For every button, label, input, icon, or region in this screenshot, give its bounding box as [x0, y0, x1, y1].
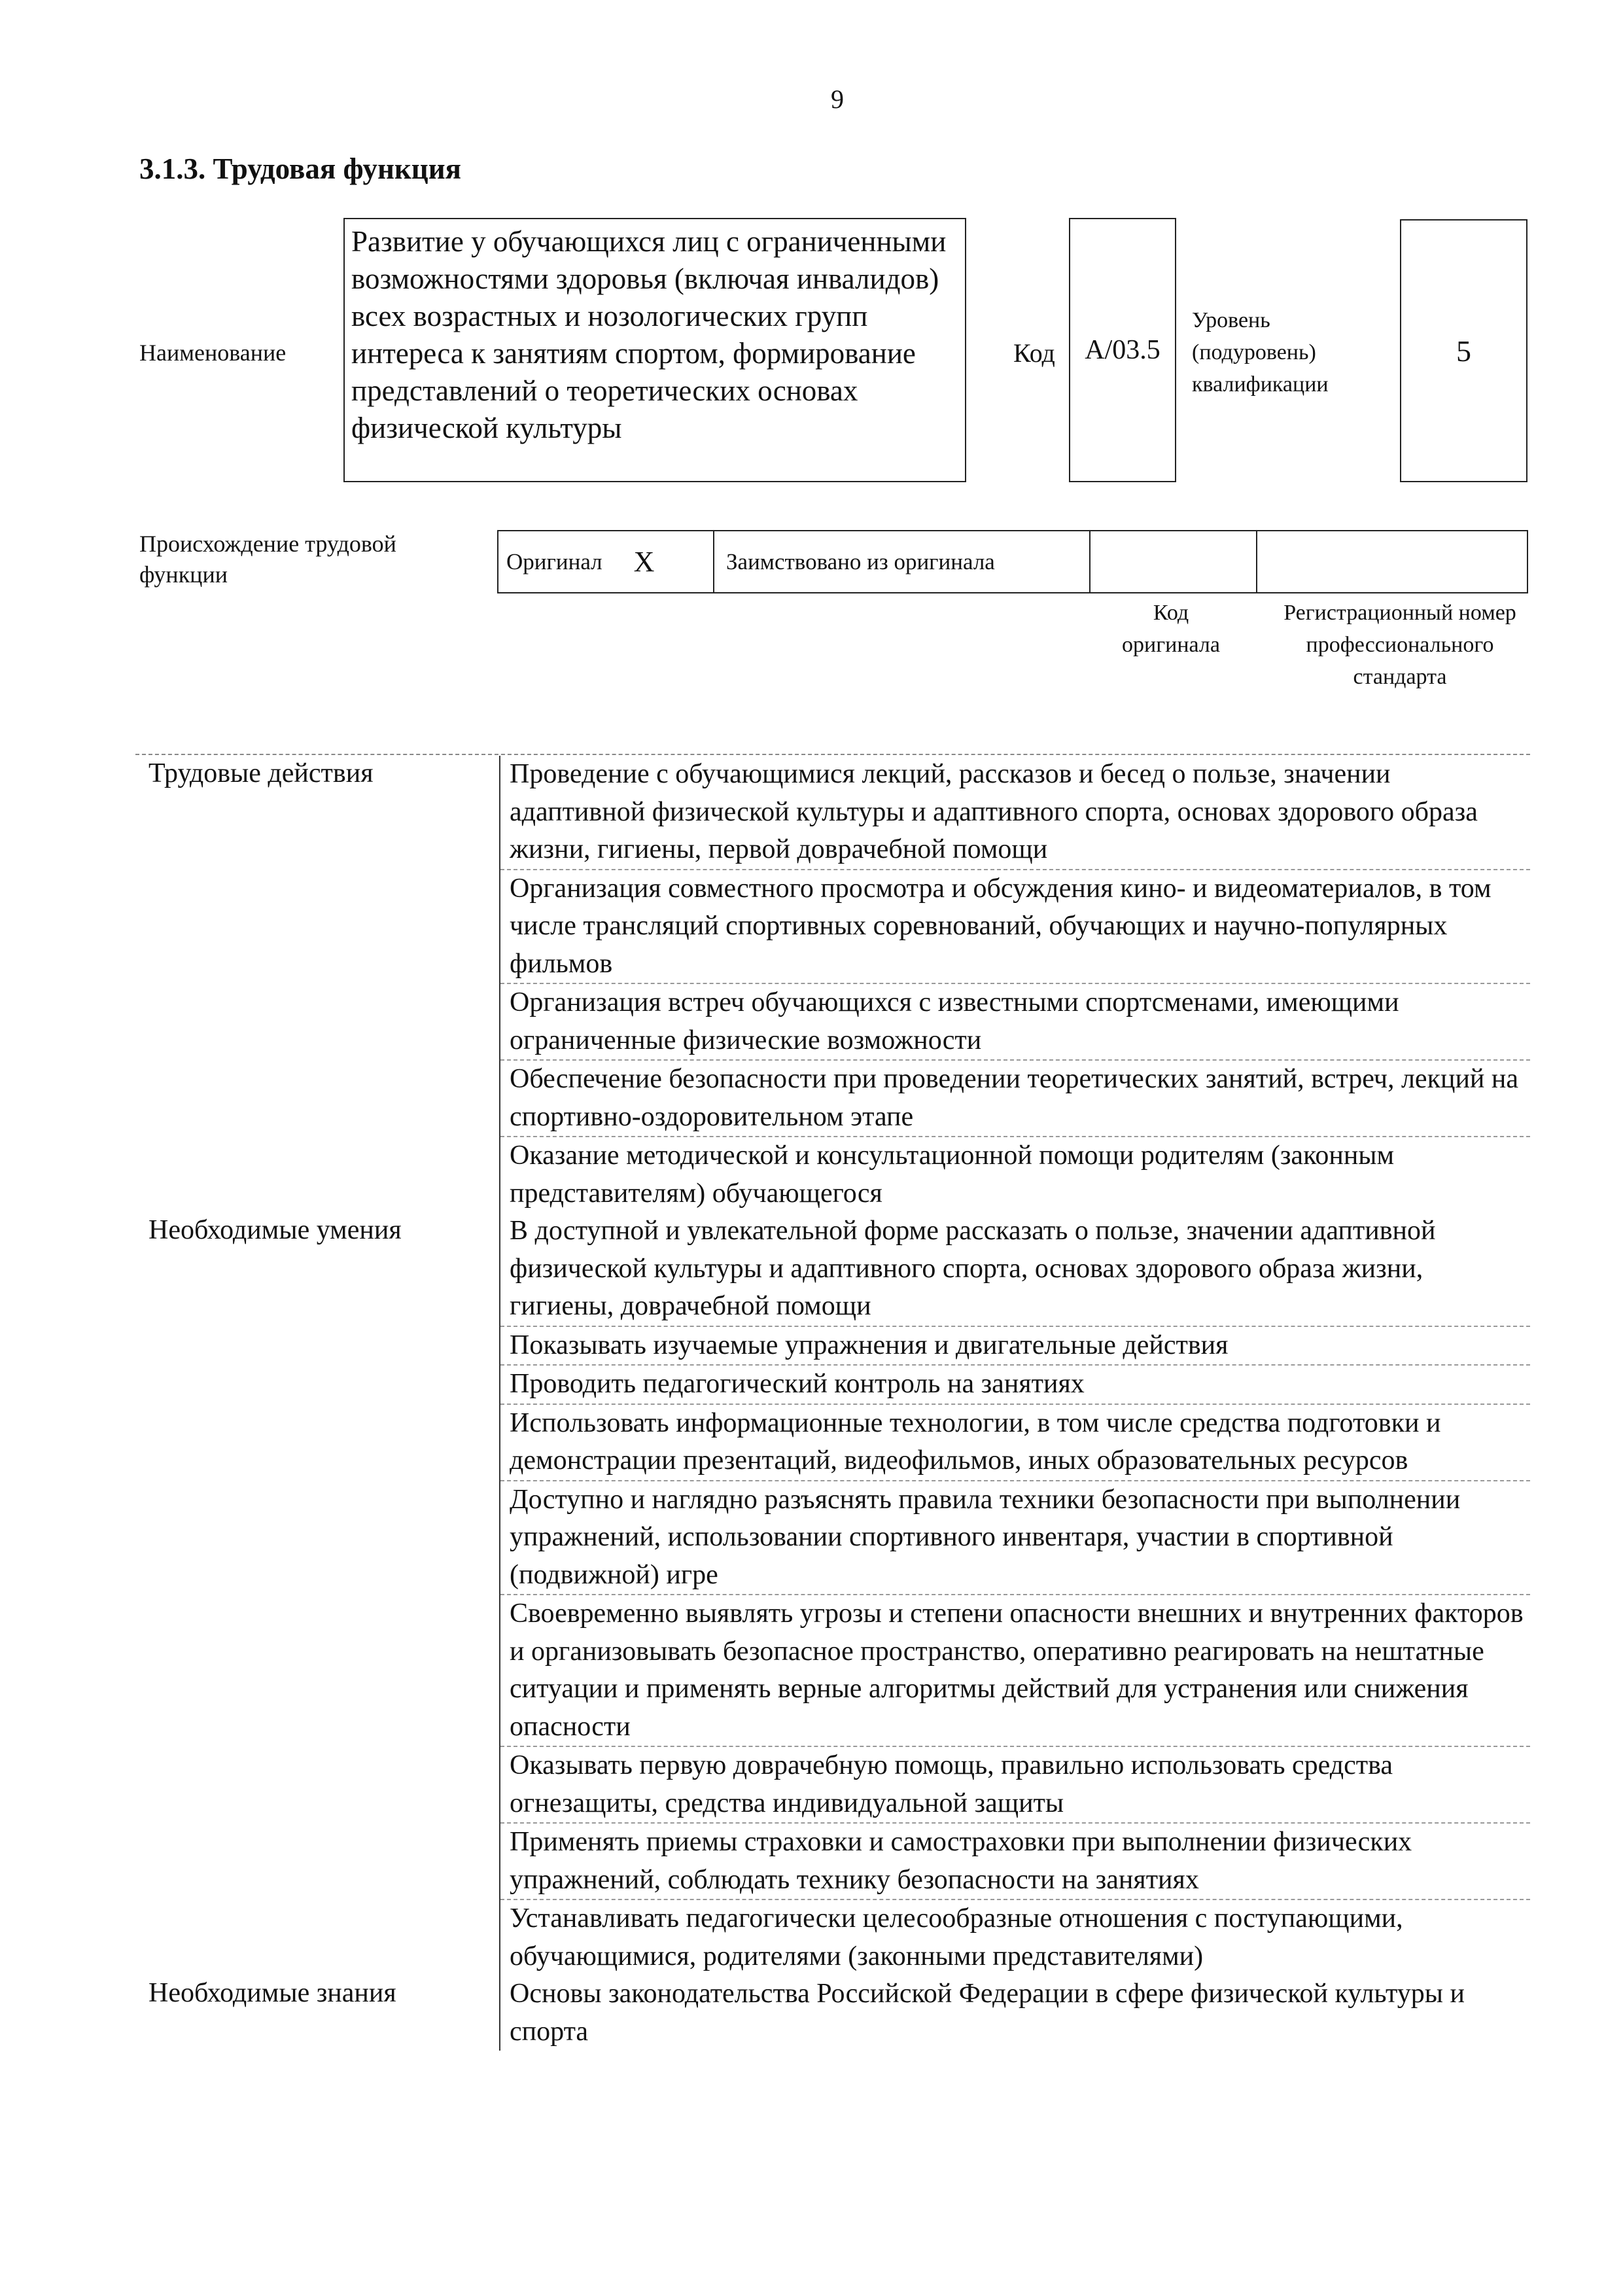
- reg-number-caption-text: Регистрационный номер профессионального стандарта: [1283, 601, 1516, 689]
- section-items: [499, 1212, 1530, 1975]
- page-number: 9: [831, 84, 844, 114]
- origin-table: [497, 530, 1528, 593]
- reg-number-caption: [1272, 597, 1527, 693]
- reg-number-cell: [1257, 531, 1527, 592]
- list-item: Устанавливать педагогически целесообразные отношения с поступающими, обучающимися, родителями (законными представителями): [510, 1903, 1403, 1971]
- origin-label: Происхождение трудовой функции: [139, 531, 396, 588]
- list-item: Применять приемы страховки и самостраховки при выполнении физических упражнений, соблюдать технику безопасности на занятиях: [500, 1824, 1530, 1900]
- list-item: Оказание методической и консультационной помощи родителям (законным представителям) обучающегося: [510, 1140, 1395, 1209]
- borrowed-label: Заимствовано из оригинала: [726, 548, 995, 574]
- function-name-label: Наименование: [139, 340, 287, 366]
- code-original-caption: [1086, 597, 1256, 661]
- function-name-box: Развитие у обучающихся лиц с ограниченными возможностями здоровья (включая инвалидов) всех возрастных и нозологических групп интереса к занятиям спортом, формирование представлений о теоретических основах физической культуры: [343, 218, 966, 482]
- original-mark: X: [633, 546, 655, 578]
- section-required-knowledge: [135, 1975, 1530, 2051]
- list-item: Использовать информационные технологии, в том числе средства подготовки и демонстрации презентаций, видеофильмов, иных образовательных ресурсов: [500, 1405, 1530, 1481]
- borrowed-cell: [714, 531, 1091, 592]
- list-item: Организация встреч обучающихся с известными спортсменами, имеющими ограниченные физические возможности: [500, 984, 1530, 1061]
- section-items: [499, 1975, 1530, 2051]
- list-item: Проведение с обучающимися лекций, рассказов и бесед о пользе, значении адаптивной физической культуры и адаптивного спорта, основах здорового образа жизни, гигиены, первой доврачебной помощи: [500, 756, 1530, 870]
- code-original-caption-text: Код оригинала: [1122, 601, 1220, 657]
- list-item: Основы законодательства Российской Федерации в сфере физической культуры и спорта: [510, 1979, 1465, 2047]
- list-item: Своевременно выявлять угрозы и степени опасности внешних и внутренних факторов и организовывать безопасное пространство, оперативно реагировать на нештатные ситуации и применять верные алгоритмы действий для устранения или снижения опасности: [500, 1595, 1530, 1747]
- section-label: Необходимые умения: [148, 1215, 402, 1245]
- section-label: Трудовые действия: [148, 758, 374, 788]
- section-labor-actions: [135, 756, 1530, 1212]
- section-items: [499, 756, 1530, 1212]
- section-label: Необходимые знания: [148, 1978, 396, 2008]
- original-cell: [498, 531, 714, 592]
- qualification-level-label-text: Уровень (подуровень) квалификации: [1192, 308, 1329, 397]
- section-heading: 3.1.3. Трудовая функция: [139, 152, 462, 185]
- list-item: Организация совместного просмотра и обсуждения кино- и видеоматериалов, в том числе трансляций спортивных соревнований, обучающих и научно-популярных фильмов: [500, 870, 1530, 985]
- original-label: Оригинал: [506, 548, 602, 574]
- requirements-table: [135, 756, 1530, 2051]
- list-item: В доступной и увлекательной форме рассказать о пользе, значении адаптивной физической культуры и адаптивного спорта, основах здорового образа жизни, гигиены, доврачебной помощи: [500, 1212, 1530, 1327]
- list-item: Показывать изучаемые упражнения и двигательные действия: [500, 1327, 1530, 1366]
- list-item: Обеспечение безопасности при проведении теоретических занятий, встреч, лекций на спортивно-оздоровительном этапе: [500, 1061, 1530, 1137]
- function-code-box: A/03.5: [1069, 218, 1176, 482]
- list-item: Проводить педагогический контроль на занятиях: [500, 1366, 1530, 1405]
- qualification-level-label: [1192, 304, 1375, 400]
- table-top-divider: [135, 754, 1530, 755]
- section-required-skills: [135, 1212, 1530, 1975]
- list-item: Оказывать первую доврачебную помощь, правильно использовать средства огнезащиты, средства индивидуальной защиты: [500, 1747, 1530, 1824]
- code-original-cell: [1091, 531, 1257, 592]
- function-code-label: Код: [1013, 338, 1055, 368]
- list-item: Доступно и наглядно разъяснять правила техники безопасности при выполнении упражнений, использовании спортивного инвентаря, участии в спортивной (подвижной) игре: [500, 1481, 1530, 1596]
- qualification-level-box: 5: [1400, 219, 1527, 482]
